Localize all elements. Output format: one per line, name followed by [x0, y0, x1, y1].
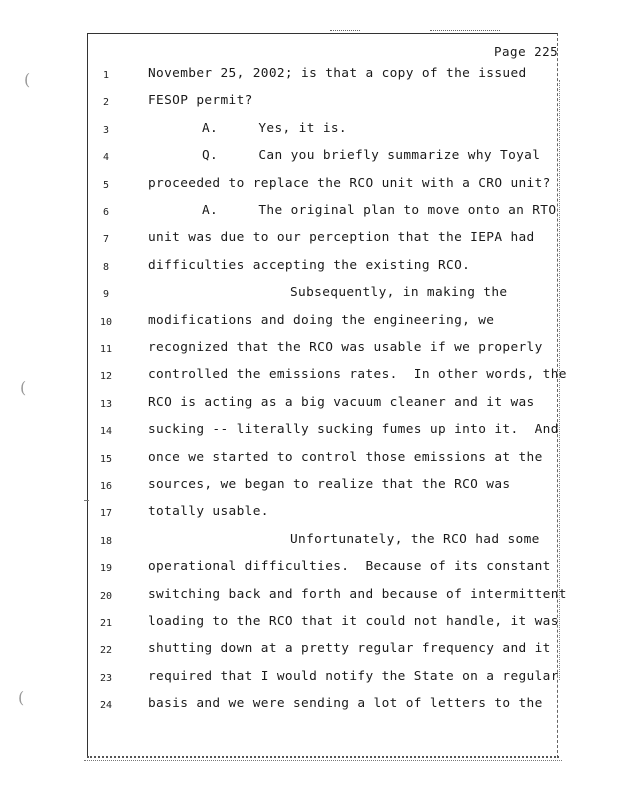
line-number: 17 — [99, 508, 113, 520]
line-text: totally usable. — [148, 504, 269, 520]
line-number: 8 — [102, 261, 110, 273]
line-number: 12 — [99, 371, 113, 383]
transcript-line — [0, 559, 618, 579]
line-text: Unfortunately, the RCO had some — [290, 531, 540, 547]
left-margin-mark-middle: ( — [20, 378, 27, 397]
transcript-line — [0, 477, 618, 497]
line-text: RCO is acting as a big vacuum cleaner and it was — [148, 394, 535, 410]
line-number: 16 — [99, 481, 113, 492]
line-text: controlled the emissions rates. In other words, the — [148, 367, 567, 383]
line-text: modifications and doing the engineering, we — [148, 312, 495, 328]
bottom-rule — [87, 756, 559, 758]
left-tick — [84, 500, 89, 501]
transcript-line — [0, 587, 618, 607]
top-dash-right — [430, 30, 500, 31]
transcript-line — [0, 367, 618, 387]
transcript-line — [0, 422, 618, 442]
line-text: loading to the RCO that it could not handle, it was — [148, 614, 559, 629]
transcript-line — [0, 504, 618, 524]
line-number: 11 — [99, 344, 113, 355]
transcript-line — [0, 121, 618, 141]
left-margin-mark-top: ( — [24, 70, 31, 89]
line-number: 21 — [99, 618, 113, 629]
left-margin-mark-bottom: ( — [18, 688, 25, 707]
bottom-rule-secondary — [84, 760, 562, 761]
page-number: Page 225 — [494, 44, 559, 59]
line-text: proceeded to replace the RCO unit with a CRO unit? — [148, 175, 551, 191]
line-number: 22 — [99, 645, 113, 657]
transcript-line — [0, 669, 618, 689]
transcript-line — [0, 532, 618, 552]
transcript-line — [0, 148, 618, 168]
transcript-line — [0, 176, 618, 196]
transcript-line — [0, 285, 618, 305]
line-text: FESOP permit? — [148, 93, 253, 109]
line-text: shutting down at a pretty regular frequency and it — [148, 641, 551, 657]
transcript-line — [0, 450, 618, 470]
line-text: basis and we were sending a lot of letters to the — [148, 696, 543, 712]
line-text: A. The original plan to move onto an RTO — [202, 203, 557, 218]
line-text: Q. Can you briefly summarize why Toyal — [202, 148, 541, 164]
line-number: 7 — [102, 234, 110, 246]
transcript-line — [0, 614, 618, 634]
line-text: once we started to control those emissions at the — [148, 449, 543, 465]
line-number: 2 — [102, 97, 110, 109]
line-number: 10 — [99, 316, 113, 328]
line-number: 5 — [102, 179, 110, 191]
line-number: 18 — [99, 535, 113, 547]
transcript-line — [0, 395, 618, 415]
line-text: November 25, 2002; is that a copy of the issued — [148, 66, 527, 81]
transcript-line — [0, 93, 618, 113]
line-number: 20 — [99, 590, 113, 602]
line-number: 24 — [99, 700, 113, 712]
line-number: 6 — [102, 207, 110, 218]
line-text: A. Yes, it is. — [202, 120, 347, 136]
line-text: difficulties accepting the existing RCO. — [148, 257, 471, 273]
transcript-line — [0, 258, 618, 278]
line-text: switching back and forth and because of intermittent — [148, 586, 567, 602]
transcript-line — [0, 313, 618, 333]
transcript-line — [0, 66, 618, 86]
line-text: operational difficulties. Because of its constant — [148, 559, 551, 575]
transcript-line — [0, 696, 618, 716]
line-number: 3 — [102, 124, 110, 136]
line-number: 19 — [99, 563, 113, 575]
line-number: 13 — [99, 398, 113, 410]
line-number: 9 — [102, 289, 110, 301]
line-number: 15 — [99, 453, 113, 465]
transcript-line — [0, 203, 618, 223]
line-number: 1 — [102, 70, 110, 81]
transcript-line — [0, 340, 618, 360]
line-text: sucking -- literally sucking fumes up into it. And — [148, 422, 559, 438]
line-text: required that I would notify the State on a regular — [148, 668, 559, 684]
top-dash-left — [330, 30, 360, 31]
line-text: unit was due to our perception that the IEPA had — [148, 230, 535, 246]
transcript-line — [0, 230, 618, 250]
line-number: 14 — [99, 426, 113, 438]
line-number: 23 — [99, 672, 113, 684]
line-text: Subsequently, in making the — [290, 285, 508, 301]
transcript-line — [0, 641, 618, 661]
line-text: recognized that the RCO was usable if we properly — [148, 340, 543, 355]
line-number: 4 — [102, 152, 110, 164]
line-text: sources, we began to realize that the RCO was — [148, 477, 511, 492]
